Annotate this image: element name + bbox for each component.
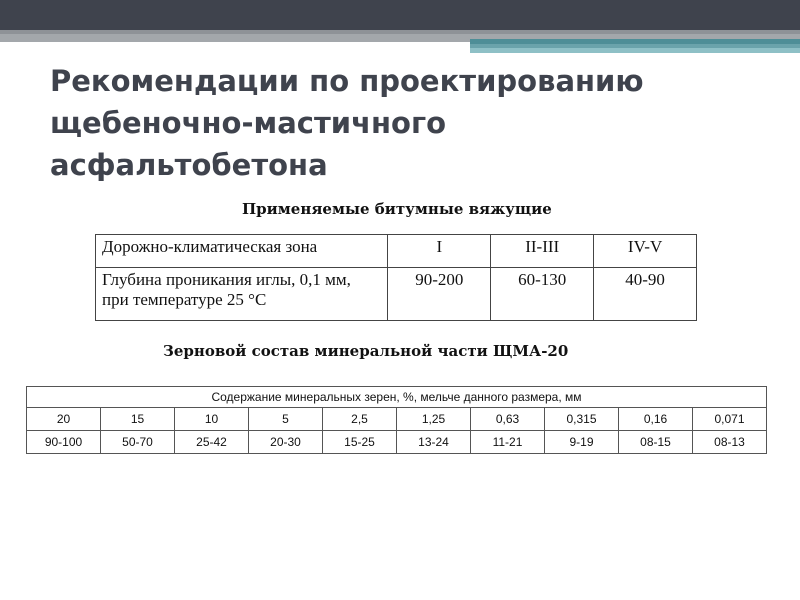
table-header-cell: II-III: [491, 235, 594, 268]
table-row: [96, 268, 697, 321]
table-cell: 40-90: [594, 268, 697, 321]
table-cell: 11-21: [471, 431, 545, 454]
table-cell: 15: [101, 408, 175, 431]
table-cell: 50-70: [101, 431, 175, 454]
table-cell: 90-200: [388, 268, 491, 321]
table-cell: 08-13: [693, 431, 767, 454]
table-cell: 0,315: [545, 408, 619, 431]
table-header-cell: I: [388, 235, 491, 268]
table-header-cell: Дорожно-климатическая зона: [96, 235, 388, 268]
table-row: [27, 408, 767, 431]
table-row: [96, 235, 697, 268]
title-line: асфальтобетона: [50, 148, 328, 182]
table-header-cell: Содержание минеральных зерен, %, мельче данного размера, мм: [27, 387, 767, 408]
table-cell: 5: [249, 408, 323, 431]
table-cell: 9-19: [545, 431, 619, 454]
table-cell: 0,071: [693, 408, 767, 431]
title-line: Рекомендации по проектированию: [50, 64, 644, 98]
table-cell: 15-25: [323, 431, 397, 454]
table-cell: 08-15: [619, 431, 693, 454]
table-cell: 90-100: [27, 431, 101, 454]
grain-composition-table: [26, 386, 767, 454]
table-cell: 0,16: [619, 408, 693, 431]
slide-title: [50, 60, 750, 186]
table-cell: 1,25: [397, 408, 471, 431]
table-cell: 0,63: [471, 408, 545, 431]
table-header-cell: IV-V: [594, 235, 697, 268]
table-cell: 25-42: [175, 431, 249, 454]
table-row: [27, 387, 767, 408]
table-cell: 60-130: [491, 268, 594, 321]
accent-stripe-teal: [470, 48, 800, 53]
table1-caption: Применяемые битумные вяжущие: [242, 200, 552, 218]
top-bar: [0, 0, 800, 30]
table2-caption: Зерновой состав минеральной части ЩМА-20: [163, 342, 569, 360]
table-cell: 20-30: [249, 431, 323, 454]
title-line: щебеночно-мастичного: [50, 106, 447, 140]
table-cell: Глубина проникания иглы, 0,1 мм, при температуре 25 °С: [96, 268, 388, 321]
table-cell: 20: [27, 408, 101, 431]
table-cell: 2,5: [323, 408, 397, 431]
table-cell: 13-24: [397, 431, 471, 454]
table-row: [27, 431, 767, 454]
bitumen-binders-table: [95, 234, 697, 321]
table-cell: 10: [175, 408, 249, 431]
